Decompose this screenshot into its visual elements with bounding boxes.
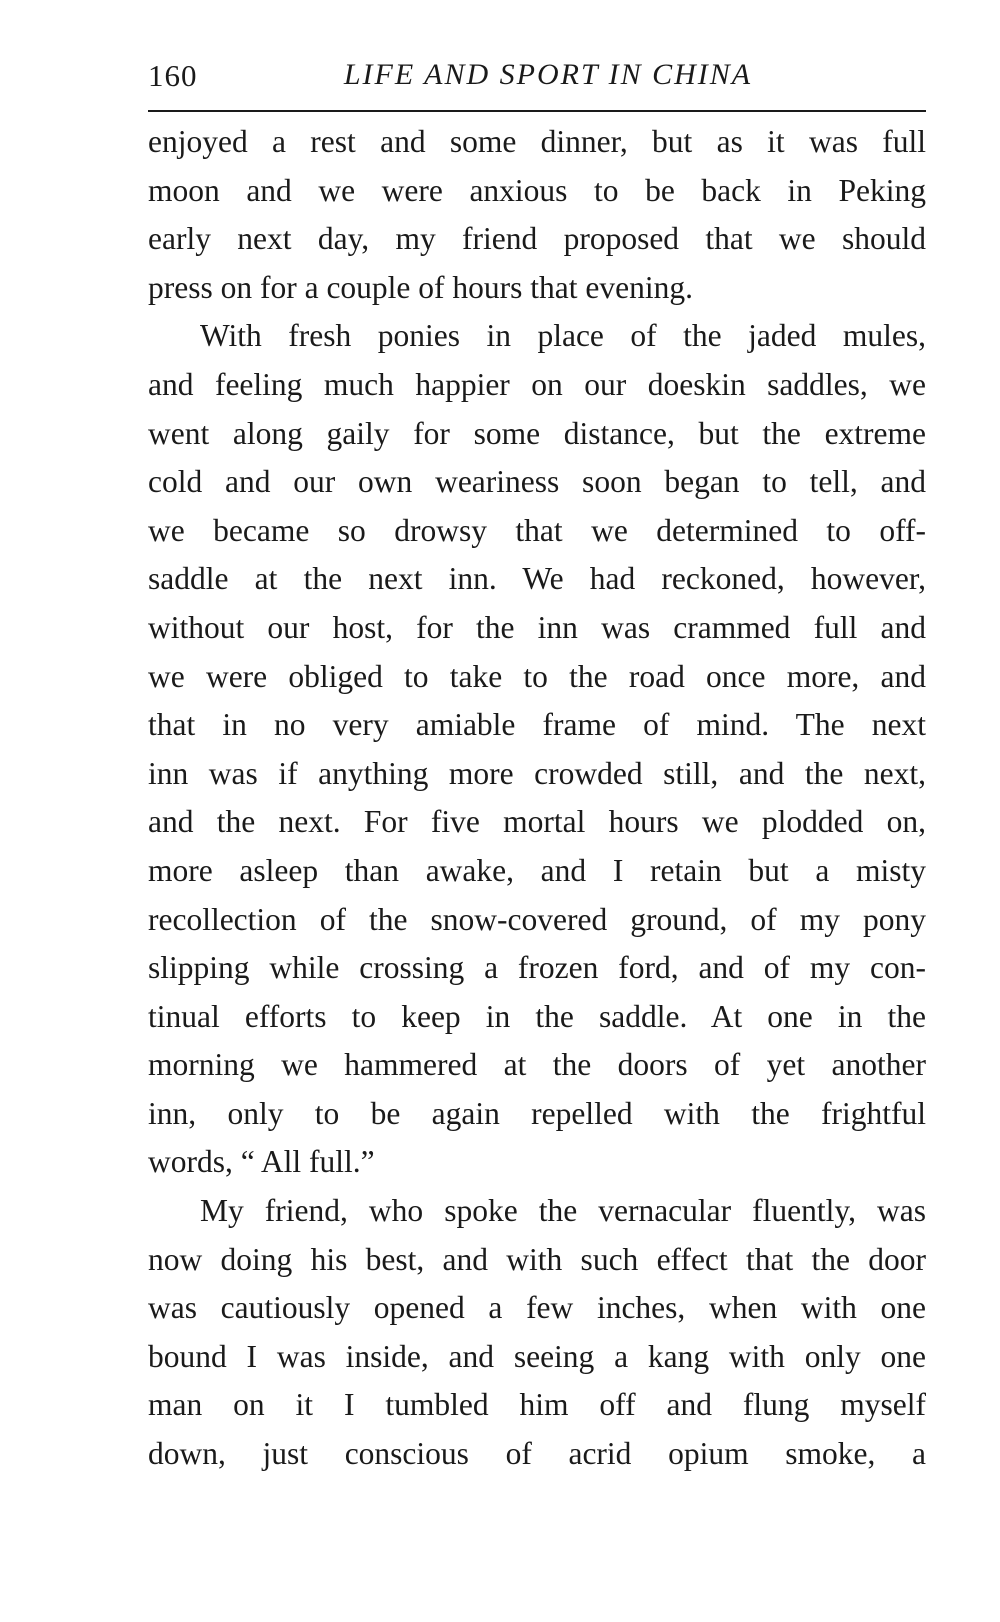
header-rule bbox=[148, 110, 926, 112]
text-line: inn, only to be again repelled with the frightful bbox=[148, 1095, 926, 1131]
text-line: we became so drowsy that we determined to off- bbox=[148, 512, 926, 548]
text-line: moon and we were anxious to be back in Peking bbox=[148, 172, 926, 208]
text-line: that in no very amiable frame of mind. The next bbox=[148, 707, 926, 743]
text-line: bound I was inside, and seeing a kang with only one bbox=[148, 1338, 926, 1374]
text-line: without our host, for the inn was crammed full and bbox=[148, 609, 926, 645]
text-line: went along gaily for some distance, but the extreme bbox=[148, 415, 926, 451]
running-title: LIFE AND SPORT IN CHINA bbox=[343, 58, 753, 91]
text-line: now doing his best, and with such effect that the door bbox=[148, 1241, 926, 1277]
text-line: slipping while crossing a frozen ford, and of my con- bbox=[148, 950, 926, 986]
text-line: early next day, my friend proposed that we should bbox=[148, 221, 926, 257]
text-line: cold and our own weariness soon began to tell, and bbox=[148, 464, 926, 500]
paragraph-1 bbox=[148, 118, 926, 312]
text-line: morning we hammered at the doors of yet another bbox=[148, 1047, 926, 1083]
text-line: tinual efforts to keep in the saddle. At one in the bbox=[148, 998, 926, 1034]
body-text bbox=[148, 118, 926, 1479]
text-line: we were obliged to take to the road once more, and bbox=[148, 658, 926, 694]
text-line: and the next. For five mortal hours we plodded on, bbox=[148, 804, 926, 840]
paragraph-2 bbox=[148, 312, 926, 1187]
text-line: was cautiously opened a few inches, when with one bbox=[148, 1290, 926, 1326]
text-line: recollection of the snow-covered ground, of my pony bbox=[148, 901, 926, 937]
text-line: more asleep than awake, and I retain but a misty bbox=[148, 852, 926, 888]
text-line: saddle at the next inn. We had reckoned, however, bbox=[148, 561, 926, 597]
text-line: and feeling much happier on our doeskin saddles, we bbox=[148, 366, 926, 402]
paragraph-3 bbox=[148, 1187, 926, 1479]
text-line: down, just conscious of acrid opium smoke, a bbox=[148, 1436, 926, 1472]
text-line: My friend, who spoke the vernacular fluently, was bbox=[200, 1193, 926, 1229]
text-line: enjoyed a rest and some dinner, but as it was full bbox=[148, 124, 926, 159]
page-number: 160 bbox=[148, 58, 198, 93]
text-line: With fresh ponies in place of the jaded mules, bbox=[200, 318, 926, 354]
text-line: words, “ All full.” bbox=[148, 1144, 375, 1180]
text-line: press on for a couple of hours that evening. bbox=[148, 269, 693, 305]
text-line: inn was if anything more crowded still, and the next, bbox=[148, 755, 926, 791]
text-line: man on it I tumbled him off and flung myself bbox=[148, 1387, 926, 1423]
running-head bbox=[148, 58, 928, 98]
